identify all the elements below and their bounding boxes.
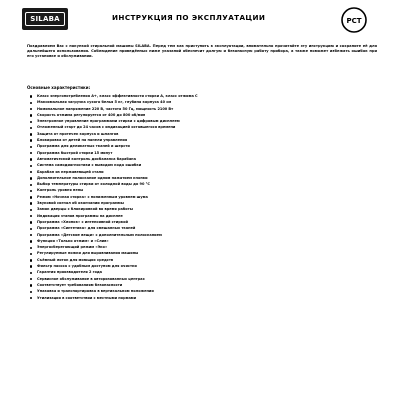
bullet-icon	[30, 177, 32, 179]
list-item-text: Замок дверцы с блокировкой во время работы	[37, 207, 133, 212]
bullet-icon	[30, 291, 32, 293]
bullet-icon	[30, 139, 32, 141]
bullet-icon	[30, 184, 32, 186]
brand-logo	[22, 8, 68, 30]
bullet-icon	[30, 171, 32, 173]
section-heading: Основные характеристики:	[27, 85, 91, 90]
list-item-text: Дополнительное полоскание одним нажатием кнопки	[37, 175, 148, 180]
list-item-text: Барабан из нержавеющей стали	[37, 169, 104, 174]
bullet-icon	[30, 234, 32, 236]
list-item-text: Выбор температуры стирки от холодной воды до 90 °C	[37, 182, 150, 187]
bullet-icon	[30, 240, 32, 242]
bullet-icon	[30, 265, 32, 267]
bullet-icon	[30, 253, 32, 255]
list-item-text: Упаковка и транспортировка в вертикальном положении	[37, 289, 154, 294]
list-item-text: Контроль уровня пены	[37, 188, 84, 193]
list-item-text: Программа для деликатных тканей и шерсти	[37, 144, 130, 149]
list-item-text: Программа «Детские вещи» с дополнительным полосканием	[37, 232, 162, 237]
bullet-icon	[30, 259, 32, 261]
list-item-text: Съёмный лоток для моющих средств	[37, 257, 114, 262]
brand-logo-text: SILABA	[30, 15, 60, 23]
list-item-text: Индикация этапов программы на дисплее	[37, 213, 123, 218]
bullet-icon	[30, 152, 32, 154]
list-item-text: Скорость отжима регулируется от 400 до 800 об/мин	[37, 112, 146, 117]
list-item-text: Номинальное напряжение 220 В, частота 50 Гц, мощность 2100 Вт	[37, 106, 174, 111]
bullet-icon	[30, 209, 32, 211]
bullet-icon	[30, 108, 32, 110]
list-item-text: Система самодиагностики с выводом кода ошибки	[37, 163, 142, 168]
bullet-icon	[30, 158, 32, 160]
list-item-text: Сервисное обслуживание в авторизованных центрах	[37, 276, 145, 281]
brand-logo-frame	[25, 12, 65, 26]
list-item-text: Электронное управление программами стирки с цифровым дисплеем	[37, 119, 180, 124]
list-item-text: Энергосберегающий режим «Эко»	[37, 245, 108, 250]
list-item-text: Утилизация в соответствии с местными нормами	[37, 295, 137, 300]
list-item-text: Соответствует требованиям безопасности	[37, 282, 123, 287]
bullet-icon	[30, 278, 32, 280]
list-item-text: Гарантия производителя 2 года	[37, 270, 103, 275]
bullet-icon	[30, 146, 32, 148]
bullet-icon	[30, 247, 32, 249]
list-item-text: Отложенный старт до 24 часов с индикацией оставшегося времени	[37, 125, 176, 130]
certification-mark-text: PCT	[346, 17, 362, 25]
bullet-icon	[30, 297, 32, 299]
bullet-icon	[30, 215, 32, 217]
list-item-text: Класс энергопотребления A+, класс эффективности стирки A, класс отжима C	[37, 94, 198, 98]
bullet-icon	[30, 127, 32, 129]
list-item-text: Программа «Хлопок» с интенсивной стиркой	[37, 219, 128, 224]
list-item-text: Блокировка от детей на панели управления	[37, 138, 128, 143]
bullet-icon	[30, 272, 32, 274]
bullet-icon	[30, 114, 32, 116]
list-item-text: Режим «Ночная стирка» с пониженным уровнем шума	[37, 194, 148, 199]
bullet-icon	[30, 165, 32, 167]
list-item-text: Фильтр насоса с удобным доступом для очистки	[37, 264, 137, 269]
intro-paragraph: Поздравляем Вас с покупкой стиральной машины SILABA. Перед тем как приступить к эксплуатации, внимательно прочитайте эту инструкцию и сохраните её для дальнейшего использования. Соблюдение приведённых ниже указаний обеспечит долгую и безопасную работу прибора, а также поможет избежать ошибок при его установке и обслуживании.	[27, 44, 377, 59]
page-title: ИНСТРУКЦИЯ ПО ЭКСПЛУАТАЦИИ	[112, 13, 266, 22]
bullet-icon	[30, 121, 32, 123]
certification-mark-icon	[340, 6, 368, 34]
list-item-text: Функция «Только отжим» и «Слив»	[37, 238, 109, 243]
list-item-text: Звуковой сигнал об окончании программы	[37, 201, 124, 206]
features-list	[30, 93, 375, 301]
list-item-text: Программа быстрой стирки 15 минут	[37, 150, 113, 155]
list-item-text: Максимальная загрузка сухого белья 5 кг, глубина корпуса 40 см	[37, 100, 172, 105]
bullet-icon	[30, 228, 32, 230]
bullet-icon	[30, 284, 32, 286]
bullet-icon	[30, 95, 32, 97]
bullet-icon	[30, 102, 32, 104]
list-item-text: Защита от протечек корпуса и шлангов	[37, 131, 119, 136]
bullet-icon	[30, 133, 32, 135]
list-item-text: Программа «Синтетика» для смешанных тканей	[37, 226, 136, 231]
bullet-icon	[30, 202, 32, 204]
bullet-icon	[30, 221, 32, 223]
list-item-text: Регулируемые ножки для выравнивания машины	[37, 251, 139, 256]
bullet-icon	[30, 190, 32, 192]
bullet-icon	[30, 196, 32, 198]
list-item	[30, 295, 375, 301]
list-item-text: Автоматический контроль дисбаланса барабана	[37, 156, 136, 161]
